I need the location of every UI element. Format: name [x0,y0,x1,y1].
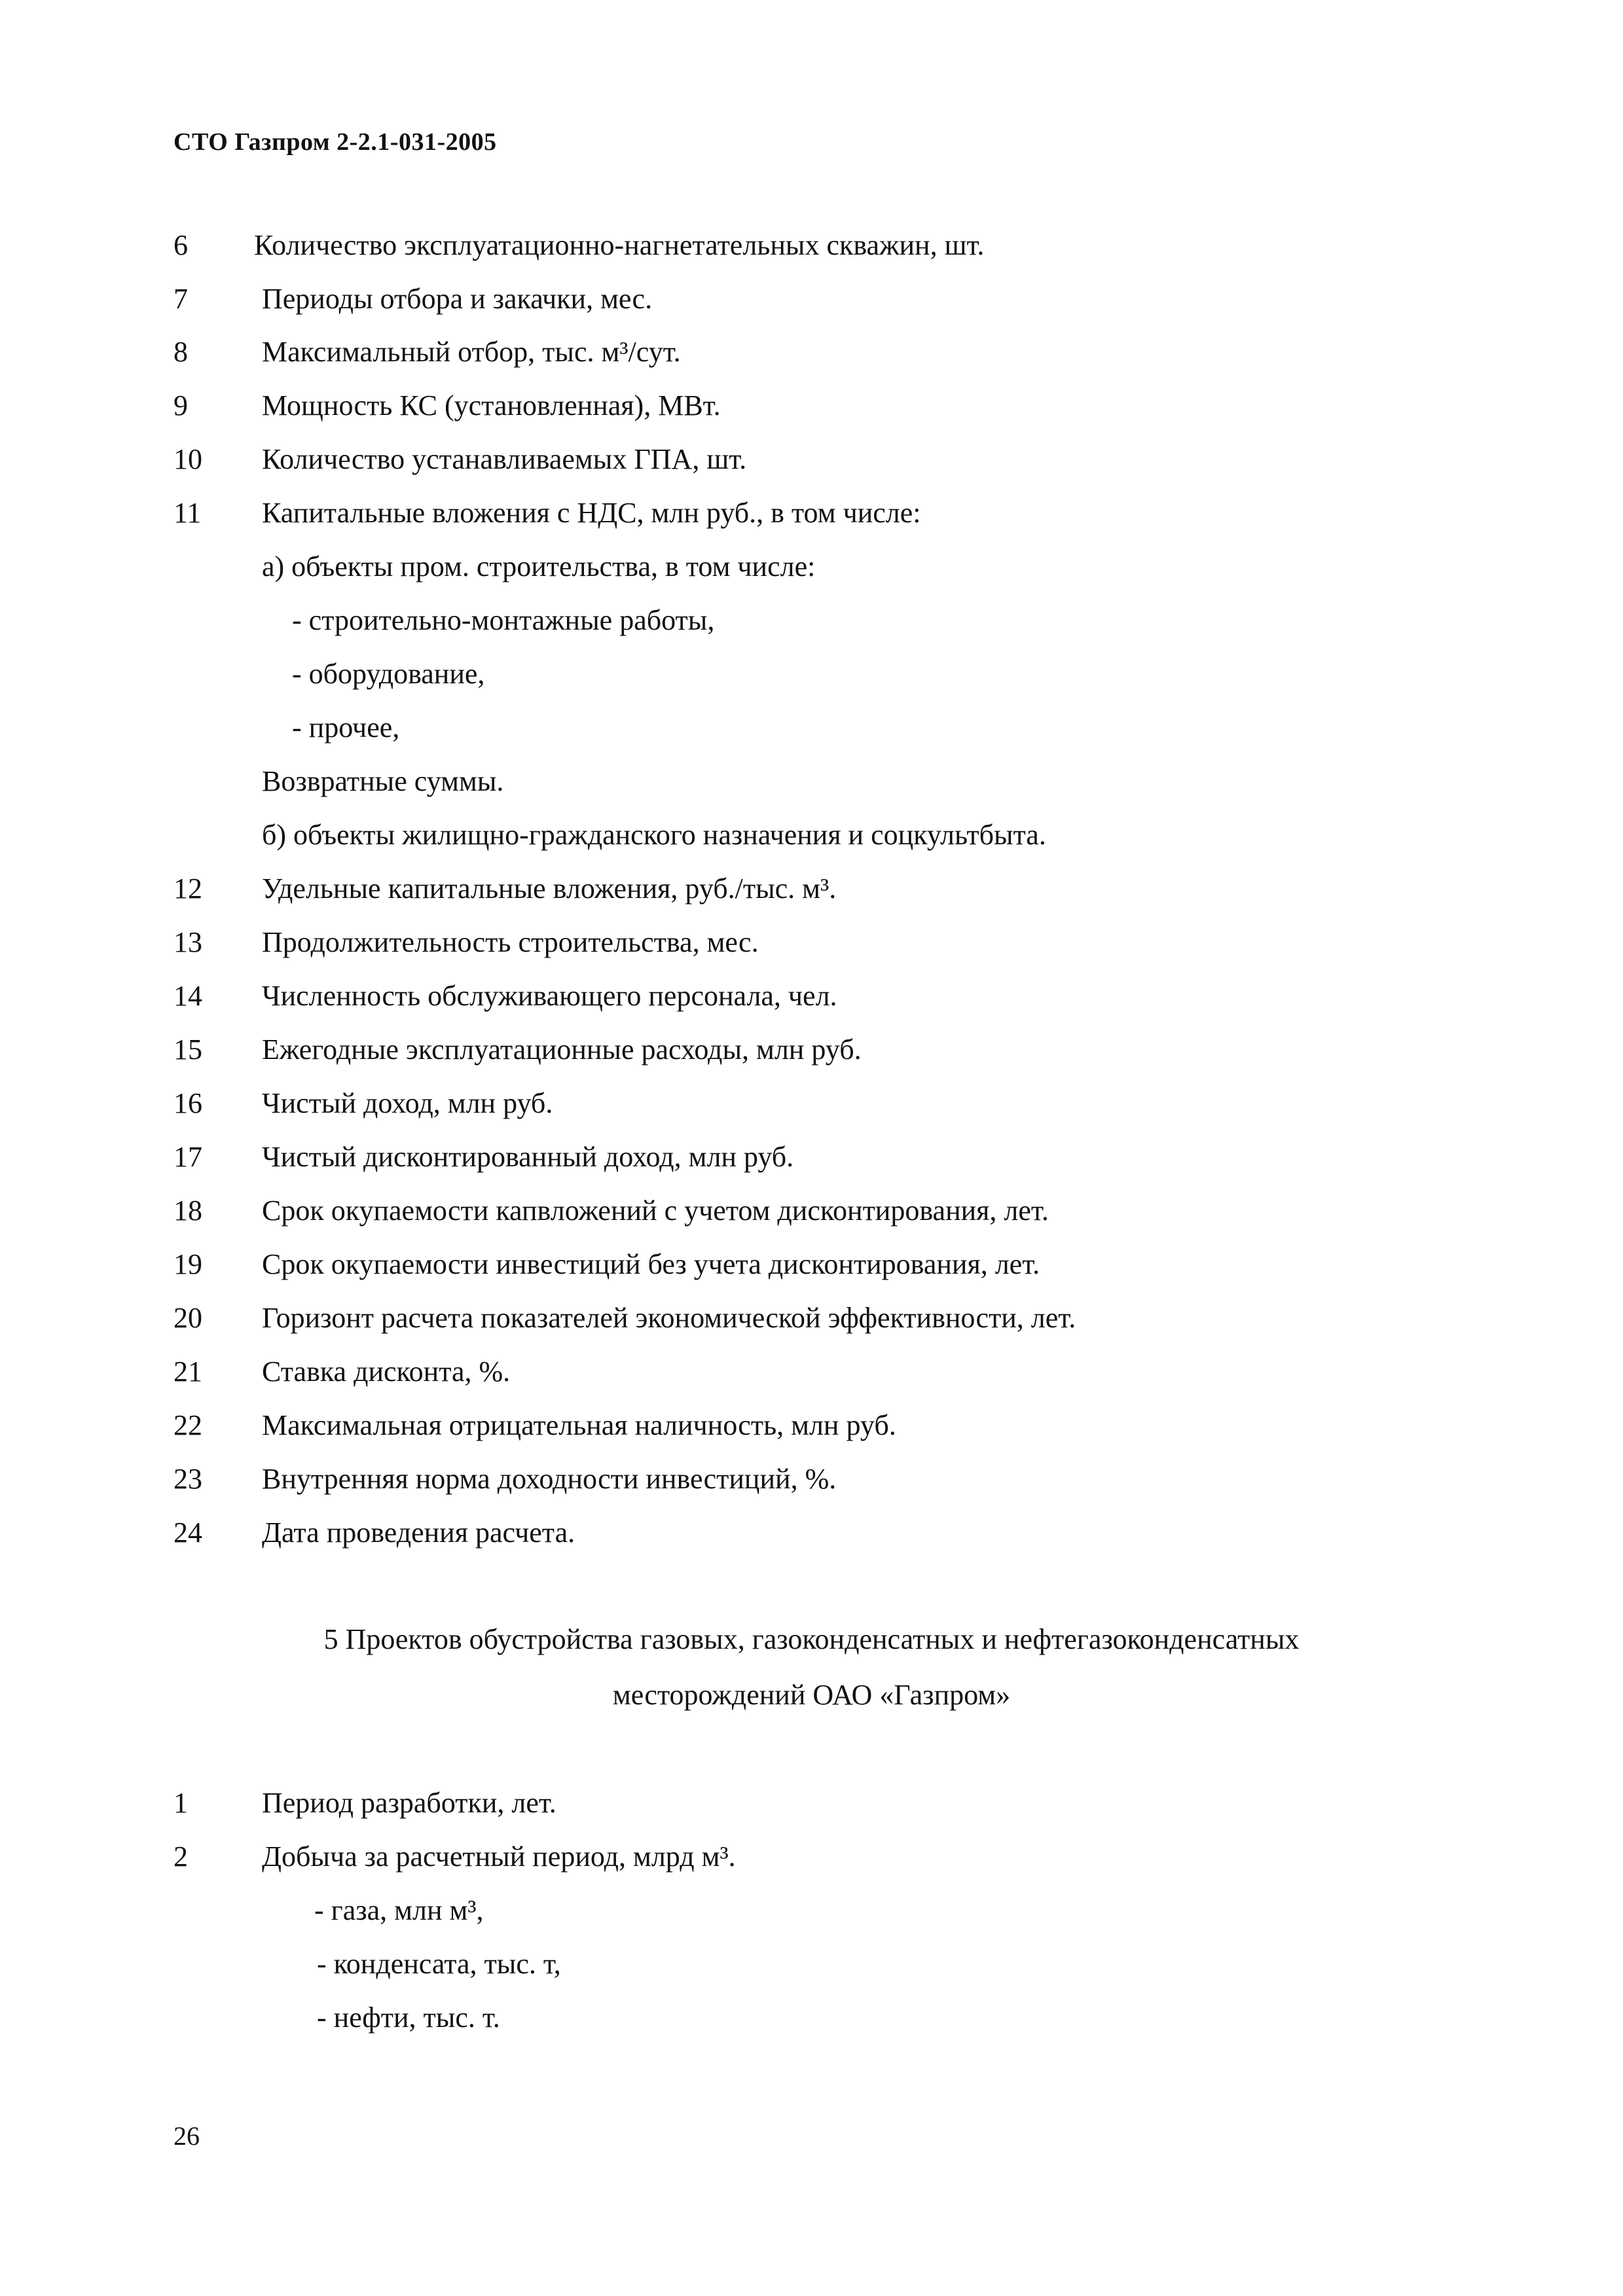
item-text: Чистый доход, млн руб. [262,1087,553,1119]
item-text: б) объекты жилищно-гражданского назначения и соцкультбыта. [262,819,1046,851]
item-number: 10 [173,443,202,475]
item-text: Срок окупаемости капвложений с учетом дисконтирования, лет. [262,1194,1049,1227]
item-number: 15 [173,1033,202,1066]
item-text: - оборудование, [292,658,485,690]
item-number: 16 [173,1087,202,1119]
item-number: 23 [173,1463,202,1495]
item-text: Мощность КС (установленная), МВт. [262,389,721,422]
item-text: - газа, млн м³, [314,1894,484,1926]
item-text: Количество устанавливаемых ГПА, шт. [262,443,747,475]
item-text: - конденсата, тыс. т, [317,1948,561,1980]
item-text: Горизонт расчета показателей экономической эффективности, лет. [262,1302,1076,1334]
item-text: Период разработки, лет. [262,1787,556,1819]
item-number: 11 [173,497,202,529]
item-text: Возвратные суммы. [262,765,504,797]
item-text: Ежегодные эксплуатационные расходы, млн руб. [262,1033,862,1066]
section-title-line2: месторождений ОАО «Газпром» [612,1679,1011,1711]
item-text: Количество эксплуатационно-нагнетательных скважин, шт. [254,229,985,261]
item-number: 2 [173,1840,188,1873]
item-text: Срок окупаемости инвестиций без учета дисконтирования, лет. [262,1248,1040,1280]
document-header: СТО Газпром 2-2.1-031-2005 [173,128,497,156]
item-number: 9 [173,389,188,422]
item-number: 13 [173,926,202,958]
item-number: 12 [173,872,202,905]
item-number: 6 [173,229,188,261]
item-number: 19 [173,1248,202,1280]
item-number: 1 [173,1787,188,1819]
item-text: Удельные капитальные вложения, руб./тыс. м³. [262,872,837,905]
item-number: 17 [173,1141,202,1173]
item-text: Внутренняя норма доходности инвестиций, %. [262,1463,837,1495]
item-text: Чистый дисконтированный доход, млн руб. [262,1141,794,1173]
section-title-line1: 5 Проектов обустройства газовых, газоконденсатных и нефтегазоконденсатных [323,1623,1300,1655]
item-text: Продолжительность строительства, мес. [262,926,759,958]
item-text: - нефти, тыс. т. [317,2001,500,2034]
item-text: - прочее, [292,711,400,744]
item-number: 18 [173,1194,202,1227]
item-text: Добыча за расчетный период, млрд м³. [262,1840,736,1873]
item-number: 14 [173,980,202,1012]
item-number: 8 [173,336,188,368]
item-number: 21 [173,1355,202,1388]
item-text: Максимальный отбор, тыс. м³/сут. [262,336,681,368]
item-text: Ставка дисконта, %. [262,1355,511,1388]
item-number: 20 [173,1302,202,1334]
item-number: 22 [173,1409,202,1441]
item-text: Максимальная отрицательная наличность, млн руб. [262,1409,896,1441]
item-number: 7 [173,283,188,315]
page-number: 26 [173,2121,200,2151]
item-text: а) объекты пром. строительства, в том числе: [262,550,816,583]
item-number: 24 [173,1516,202,1549]
item-text: - строительно-монтажные работы, [292,604,715,636]
item-text: Дата проведения расчета. [262,1516,575,1549]
item-text: Периоды отбора и закачки, мес. [262,283,653,315]
item-text: Капитальные вложения с НДС, млн руб., в том числе: [262,497,921,529]
item-text: Численность обслуживающего персонала, чел. [262,980,837,1012]
